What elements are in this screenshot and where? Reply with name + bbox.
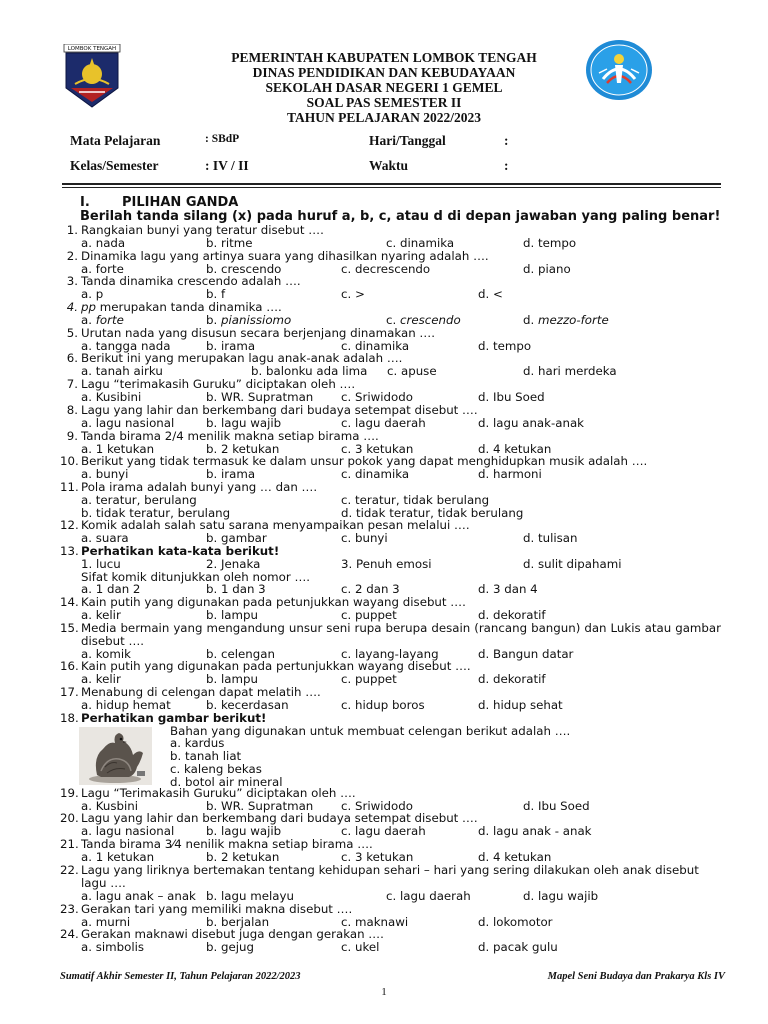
- question-text: Gerakan maknawi disebut juga dengan gerakan ….: [81, 927, 384, 942]
- question-number: 23.: [60, 901, 79, 916]
- option-a[interactable]: a. 1 dan 2: [81, 582, 141, 597]
- item-3: 3. Penuh emosi: [341, 556, 432, 571]
- option-d[interactable]: d. lokomotor: [478, 914, 553, 929]
- option-letter: d.: [523, 313, 535, 328]
- option-c[interactable]: c. lagu daerah: [386, 888, 471, 903]
- question-text: Pola irama adalah bunyi yang … dan ….: [81, 479, 318, 494]
- option-c[interactable]: c. 2 dan 3: [341, 582, 400, 597]
- option-b[interactable]: b. irama: [206, 338, 256, 353]
- question-number: 21.: [60, 837, 79, 852]
- class-value: : IV / II: [205, 158, 249, 173]
- question-18-option-c: [60, 763, 725, 776]
- option-b[interactable]: b. 2 ketukan: [206, 441, 280, 456]
- option-d[interactable]: d. harmoni: [478, 467, 542, 482]
- question-text: Urutan nada yang disusun secara berjenjang dinamakan ….: [81, 325, 435, 340]
- option-b[interactable]: b. ritme: [206, 236, 253, 250]
- document-header: [0, 50, 768, 125]
- question-text: Tanda birama 2/4 menilik makna setiap birama ….: [81, 428, 379, 443]
- option-c[interactable]: c. dinamika: [386, 236, 455, 250]
- option-a[interactable]: a. bunyi: [81, 467, 129, 482]
- question-number: 9.: [66, 428, 78, 443]
- option-b[interactable]: b. gejug: [206, 940, 254, 955]
- option-b[interactable]: b. WR. Supratman: [206, 390, 314, 405]
- question-number: 17.: [60, 685, 79, 700]
- header-line-3: SEKOLAH DASAR NEGERI 1 GEMEL: [265, 80, 503, 95]
- question-number: 24.: [60, 927, 79, 942]
- option-d[interactable]: d. tidak teratur, tidak berulang: [341, 505, 524, 520]
- question-text: Berikut yang tidak termasuk ke dalam unsur pokok yang dapat menghidupkan musik adalah ….: [81, 454, 648, 469]
- option-b[interactable]: b. lampu: [206, 672, 258, 687]
- option-b[interactable]: b. lagu melayu: [206, 888, 294, 903]
- question-text-em: pp: [81, 300, 96, 315]
- question-number: 2.: [66, 248, 78, 263]
- item-4: d. sulit dipahami: [523, 556, 622, 571]
- header-line-2: DINAS PENDIDIKAN DAN KEBUDAYAAN: [252, 65, 516, 80]
- option-d[interactable]: d. lagu anak-anak: [478, 415, 584, 430]
- option-c[interactable]: c. dinamika: [341, 467, 410, 482]
- time-value: :: [504, 158, 509, 173]
- option-c[interactable]: c. Sriwidodo: [341, 798, 413, 813]
- option-a[interactable]: a. p: [81, 287, 104, 302]
- option-d[interactable]: d. 4 ketukan: [478, 441, 552, 456]
- question-18-option-a: [60, 737, 725, 750]
- option-text: crescendo: [400, 313, 461, 328]
- option-b[interactable]: b. 1 dan 3: [206, 582, 266, 597]
- question-text: Menabung di celengan dapat melatih ….: [81, 685, 321, 700]
- option-d[interactable]: d. dekoratif: [478, 672, 546, 687]
- option-text: mezzo-forte: [538, 313, 609, 328]
- footer-right: Mapel Seni Budaya dan Prakarya Kls IV: [547, 971, 725, 982]
- question-text: Lagu “Terimakasih Guruku” diciptakan oleh ….: [81, 785, 356, 800]
- option-text: pianissiomo: [221, 313, 292, 328]
- option-b[interactable]: b. tidak teratur, berulang: [81, 505, 231, 520]
- subject-label: Mata Pelajaran: [70, 133, 161, 148]
- option-a[interactable]: a. lagu nasional: [81, 415, 175, 430]
- option-a[interactable]: a. tanah airku: [81, 364, 163, 379]
- option-b[interactable]: b. WR. Supratman: [206, 798, 314, 813]
- time-label: Waktu: [369, 158, 409, 173]
- option-c[interactable]: c. lagu daerah: [341, 415, 426, 430]
- option-c[interactable]: c. puppet: [341, 608, 397, 622]
- item-1: 1. lucu: [81, 556, 121, 571]
- question-8-options: [60, 417, 725, 430]
- question-text: Lagu yang liriknya bertemakan tentang kehidupan sehari – hari yang sering dilakukan oleh anak disebut lagu ….: [81, 862, 699, 890]
- question-19: [60, 787, 725, 800]
- question-text: Lagu yang lahir dan berkembang dari budaya setempat disebut ….: [81, 402, 478, 417]
- option-a[interactable]: a. Kusbini: [81, 798, 139, 813]
- option-c[interactable]: c. Sriwidodo: [341, 390, 413, 405]
- question-10-options: [60, 468, 725, 481]
- header-divider: [62, 183, 721, 185]
- option-a[interactable]: a. 1 ketukan: [81, 850, 155, 865]
- header-divider-thin: [62, 187, 721, 188]
- option-d[interactable]: d. piano: [523, 261, 571, 276]
- option-b[interactable]: b. f: [206, 287, 226, 302]
- question-text: Tanda birama 3⁄4 nenilik makna setiap birama ….: [81, 837, 373, 852]
- option-d[interactable]: d. 3 dan 4: [478, 582, 538, 597]
- question-18-body: [60, 725, 725, 787]
- question-number: 20.: [60, 811, 79, 826]
- question-17-options: [60, 699, 725, 712]
- question-number: 16.: [60, 659, 79, 674]
- option-d[interactable]: d. lagu anak - anak: [478, 824, 592, 839]
- option-letter: c.: [386, 313, 397, 328]
- option-b[interactable]: b. tanah liat: [170, 749, 242, 764]
- option-a[interactable]: a. hidup hemat: [81, 698, 171, 713]
- option-a[interactable]: a. 1 ketukan: [81, 441, 155, 456]
- section-title: PILIHAN GANDA: [122, 195, 239, 210]
- option-d[interactable]: d. hari merdeka: [523, 364, 617, 379]
- item-2: 2. Jenaka: [206, 556, 261, 571]
- option-c[interactable]: c. 3 ketukan: [341, 850, 414, 865]
- page-number: 1: [381, 986, 387, 998]
- question-subtext: Bahan yang digunakan untuk membuat celengan berikut adalah ….: [170, 723, 571, 738]
- question-list: [60, 195, 725, 954]
- question-7-options: [60, 391, 725, 404]
- option-c[interactable]: c. lagu daerah: [341, 824, 426, 839]
- question-text: Perhatikan gambar berikut!: [81, 710, 267, 725]
- question-number: 8.: [66, 402, 78, 417]
- question-text: Tanda dinamika crescendo adalah ….: [81, 274, 301, 289]
- question-number: 14.: [60, 595, 79, 609]
- question-23: [60, 903, 725, 916]
- question-number: 15.: [60, 620, 79, 635]
- question-text: Komik adalah salah satu sarana menyampaikan pesan melalui ….: [81, 518, 470, 533]
- question-number: 6.: [66, 351, 78, 366]
- option-a[interactable]: a. lagu anak – anak: [81, 888, 196, 903]
- question-13: [60, 545, 725, 558]
- question-text: Dinamika lagu yang artinya suara yang dihasilkan nyaring adalah ….: [81, 248, 489, 263]
- question-4-options: [60, 314, 725, 327]
- question-number: 7.: [66, 377, 78, 392]
- option-d[interactable]: d. tempo: [478, 338, 532, 353]
- question-18-sub: [60, 725, 725, 738]
- option-d[interactable]: d. Ibu Soed: [478, 390, 545, 405]
- question-2: [60, 250, 725, 263]
- question-text: Lagu “terimakasih Guruku” diciptakan oleh ….: [81, 377, 356, 392]
- class-label: Kelas/Semester: [70, 158, 159, 173]
- question-14-options: [60, 609, 725, 622]
- option-a[interactable]: a. komik: [81, 646, 131, 661]
- question-text: Perhatikan kata-kata berikut!: [81, 543, 280, 558]
- option-a[interactable]: a. tangga nada: [81, 338, 171, 353]
- question-1-options: [60, 237, 725, 250]
- option-b[interactable]: [206, 314, 291, 327]
- option-b[interactable]: b. berjalan: [206, 914, 270, 929]
- option-c[interactable]: c. kaleng bekas: [170, 761, 262, 776]
- option-d[interactable]: d. tulisan: [523, 531, 578, 546]
- header-line-4: SOAL PAS SEMESTER II: [306, 95, 462, 110]
- option-c[interactable]: c. decrescendo: [341, 261, 431, 276]
- option-b[interactable]: b. gambar: [206, 531, 267, 546]
- option-a[interactable]: a. murni: [81, 914, 131, 929]
- question-text: Lagu yang lahir dan berkembang dari budaya setempat disebut ….: [81, 811, 478, 826]
- question-number: 12.: [60, 518, 79, 533]
- option-d[interactable]: d. dekoratif: [478, 608, 546, 622]
- option-a[interactable]: a. teratur, berulang: [81, 492, 197, 507]
- question-8: [60, 404, 725, 417]
- logo-left-text: LOMBOK TENGAH: [67, 46, 117, 52]
- question-text: Berikut ini yang merupakan lagu anak-anak adalah ….: [81, 351, 403, 366]
- option-b[interactable]: b. celengan: [206, 646, 275, 661]
- question-number: 3.: [66, 274, 78, 289]
- question-text: Gerakan tari yang memiliki makna disebut ….: [81, 901, 353, 916]
- option-d[interactable]: d. pacak gulu: [478, 940, 558, 955]
- option-c[interactable]: c. dinamika: [341, 338, 410, 353]
- question-5: [60, 327, 725, 340]
- option-c[interactable]: c. puppet: [341, 672, 397, 687]
- question-22: [60, 864, 725, 890]
- question-text: Kain putih yang digunakan pada pertunjukkan wayang disebut ….: [81, 659, 471, 674]
- option-d[interactable]: [523, 314, 609, 327]
- question-number: 11.: [60, 479, 79, 494]
- option-b[interactable]: b. crescendo: [206, 261, 282, 276]
- option-letter: a.: [81, 313, 92, 328]
- option-a[interactable]: a. suara: [81, 531, 129, 546]
- option-a[interactable]: a. kelir: [81, 672, 121, 687]
- question-text: Media bermain yang mengandung unsur seni rupa berupa desain (rancang bangun) dan Lukis atau gambar disebut ….: [81, 620, 721, 648]
- option-a[interactable]: a. lagu nasional: [81, 824, 175, 839]
- question-subtext: Sifat komik ditunjukkan oleh nomor ….: [81, 569, 311, 584]
- option-text: forte: [95, 313, 124, 328]
- option-a[interactable]: a. kardus: [170, 736, 225, 751]
- option-c[interactable]: c. bunyi: [341, 531, 388, 546]
- question-21-options: [60, 851, 725, 864]
- option-b[interactable]: b. lampu: [206, 608, 258, 622]
- date-value: :: [504, 133, 509, 148]
- option-c[interactable]: c. teratur, tidak berulang: [341, 492, 490, 507]
- header-line-1: PEMERINTAH KABUPATEN LOMBOK TENGAH: [231, 50, 537, 65]
- option-c[interactable]: c. layang-layang: [341, 646, 439, 661]
- option-d[interactable]: d. tempo: [523, 236, 577, 250]
- option-a[interactable]: a. kelir: [81, 608, 121, 622]
- question-11: [60, 481, 725, 494]
- option-d[interactable]: d. botol air mineral: [170, 774, 283, 789]
- option-b[interactable]: b. lagu wajib: [206, 824, 282, 839]
- option-c[interactable]: c. apuse: [387, 364, 437, 379]
- question-12: [60, 519, 725, 532]
- option-b[interactable]: b. 2 ketukan: [206, 850, 280, 865]
- option-c[interactable]: c. hidup boros: [341, 698, 425, 713]
- question-text: Kain putih yang digunakan pada petunjukkan wayang disebut ….: [81, 595, 466, 609]
- option-a[interactable]: a. simbolis: [81, 940, 145, 955]
- question-9: [60, 430, 725, 443]
- option-d[interactable]: d. hidup sehat: [478, 698, 563, 713]
- question-number: 18.: [60, 710, 79, 725]
- option-b[interactable]: b. balonku ada lima: [251, 364, 368, 379]
- question-text: merupakan tanda dinamika ….: [95, 300, 282, 315]
- option-d[interactable]: d. Bangun datar: [478, 646, 574, 661]
- section-instruction: Berilah tanda silang (x) pada huruf a, b, c, atau d di depan jawaban yang paling benar!: [80, 209, 721, 224]
- question-24-options: [60, 941, 725, 954]
- option-d[interactable]: d. <: [478, 287, 503, 302]
- question-24: [60, 928, 725, 941]
- option-a[interactable]: a. Kusibini: [81, 390, 142, 405]
- section-heading: [60, 195, 725, 210]
- option-d[interactable]: d. lagu wajib: [523, 888, 599, 903]
- option-d[interactable]: d. Ibu Soed: [523, 798, 590, 813]
- section-number: I.: [80, 195, 90, 210]
- question-number: 5.: [66, 325, 78, 340]
- question-number: 1.: [66, 223, 78, 237]
- question-number: 4.: [66, 300, 78, 315]
- option-b[interactable]: b. irama: [206, 467, 256, 482]
- header-line-5: TAHUN PELAJARAN 2022/2023: [286, 110, 481, 125]
- question-22-options: [60, 890, 725, 903]
- footer-left: Sumatif Akhir Semester II, Tahun Pelajaran 2022/2023: [60, 971, 301, 982]
- option-c[interactable]: c. ukel: [341, 940, 380, 955]
- option-b[interactable]: b. kecerdasan: [206, 698, 289, 713]
- option-c[interactable]: c. >: [341, 287, 365, 302]
- question-13-items: [60, 558, 725, 571]
- option-letter: b.: [206, 313, 218, 328]
- option-b[interactable]: b. lagu wajib: [206, 415, 282, 430]
- question-18-option-b: [60, 750, 725, 763]
- question-text: Rangkaian bunyi yang teratur disebut ….: [81, 223, 324, 237]
- question-3: [60, 275, 725, 288]
- question-11-options-row1: [60, 494, 725, 507]
- subject-value: : SBdP: [205, 133, 240, 145]
- question-number: 10.: [60, 454, 79, 469]
- option-c[interactable]: c. maknawi: [341, 914, 409, 929]
- question-number: 19.: [60, 785, 79, 800]
- option-a[interactable]: a. forte: [81, 261, 124, 276]
- question-18: [60, 712, 725, 725]
- option-d[interactable]: d. 4 ketukan: [478, 850, 552, 865]
- date-label: Hari/Tanggal: [369, 133, 446, 148]
- option-a[interactable]: [81, 314, 124, 327]
- option-c[interactable]: [386, 314, 461, 327]
- option-c[interactable]: c. 3 ketukan: [341, 441, 414, 456]
- question-15: [60, 622, 725, 648]
- option-a[interactable]: a. nada: [81, 236, 126, 250]
- exam-info: [62, 130, 722, 180]
- question-number: 13.: [60, 543, 79, 558]
- question-number: 22.: [60, 862, 79, 877]
